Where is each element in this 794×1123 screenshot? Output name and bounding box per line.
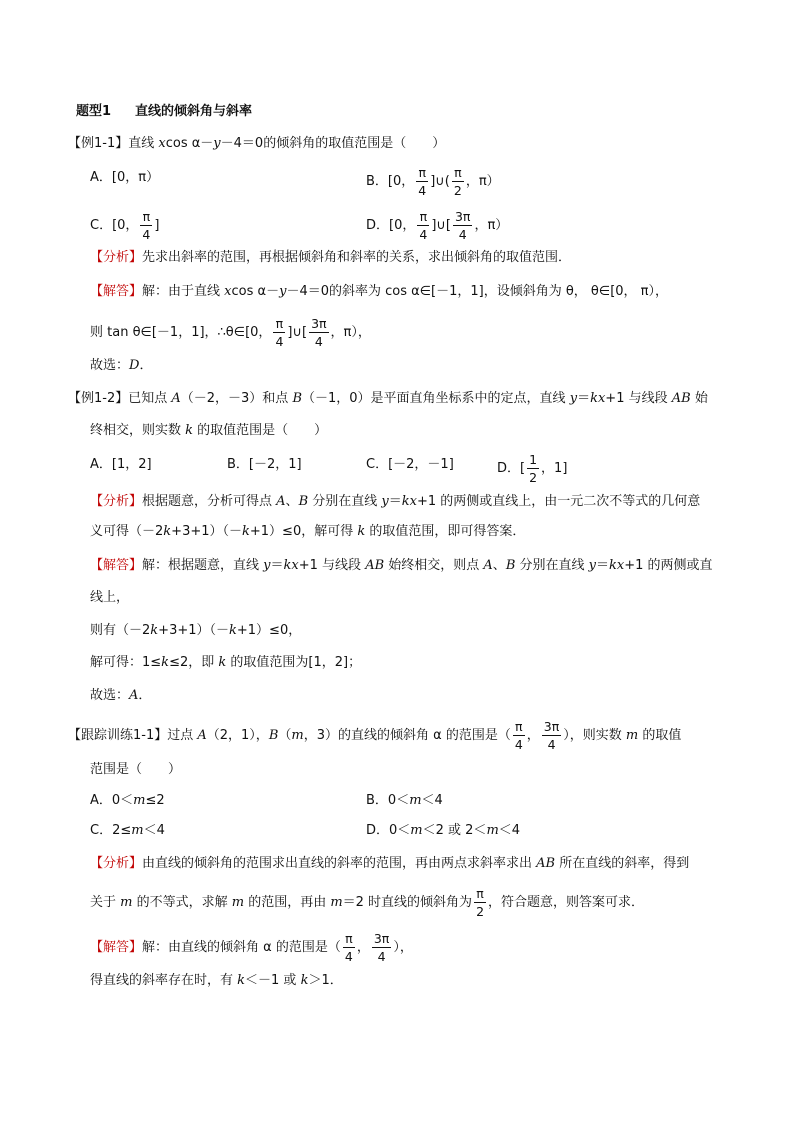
ex1-answer: 故选：D． bbox=[90, 358, 153, 373]
ex3-option-b: B．0＜m＜4 bbox=[366, 793, 443, 808]
ex1-option-c: C．[0， $\frac{\pi}{4}$ ] bbox=[90, 209, 160, 242]
ex2-analysis-line2: 义可得（－2k+3+1）（－k+1）≤0，解可得 k 的取值范围，即可得答案． bbox=[90, 524, 526, 539]
ex2-option-c: C．[－2，－1] bbox=[366, 457, 454, 472]
fraction: $\frac{\pi}{4}$ bbox=[275, 316, 284, 349]
heading-title: 直线的倾斜角与斜率 bbox=[135, 104, 253, 119]
fraction: $\frac{\pi}{4}$ bbox=[418, 165, 427, 198]
ex2-option-d: D．[ $\frac{1}{2}$ ，1] bbox=[497, 452, 568, 485]
fraction: $\frac{3\pi}{4}$ bbox=[373, 931, 390, 964]
ex2-question-line2: 终相交，则实数 k 的取值范围是（ ） bbox=[90, 423, 328, 438]
fraction: $\frac{\pi}{4}$ bbox=[419, 209, 428, 242]
ex2-solution-line1: 【解答】解：根据题意，直线 y＝kx+1 与线段 AB 始终相交，则点 A、B 分别在直线 y＝kx+1 的两侧或直 bbox=[90, 558, 713, 573]
fraction: $\frac{3\pi}{4}$ bbox=[454, 209, 471, 242]
ex2-answer: 故选：A． bbox=[90, 688, 152, 703]
fraction: $\frac{\pi}{2}$ bbox=[476, 886, 485, 919]
ex3-option-d: D．0＜m＜2 或 2＜m＜4 bbox=[366, 823, 521, 838]
fraction: $\frac{3\pi}{4}$ bbox=[311, 316, 327, 349]
ex3-solution-line1: 【解答】解：由直线的倾斜角 α 的范围是（ $\frac{\pi}{4}$ ， $\frac{3\pi}{4}$ ）， bbox=[90, 931, 413, 964]
ex1-question: 【例1-1】直线 xcos α－y－4＝0的倾斜角的取值范围是（ ） bbox=[68, 136, 446, 151]
ex2-solution-line4: 解可得：1≤k≤2，即 k 的取值范围为[1，2]； bbox=[90, 655, 362, 670]
ex3-solution-line2: 得直线的斜率存在时，有 k＜－1 或 k＞1． bbox=[90, 973, 343, 988]
ex1-tag: 【例1-1】 bbox=[68, 136, 129, 151]
ex2-analysis-line1: 【分析】根据题意，分析可得点 A、B 分别在直线 y＝kx+1 的两侧或直线上，由一元二次不等式的几何意 bbox=[90, 494, 701, 509]
ex1-option-a: A．[0，π） bbox=[90, 170, 160, 185]
ex2-question-line1: 【例1-2】已知点 A（－2，－3）和点 B（－1，0）是平面直角坐标系中的定点，直线 y＝kx+1 与线段 AB 始 bbox=[68, 391, 708, 406]
ex3-question-line2: 范围是（ ） bbox=[90, 762, 182, 777]
ex1-analysis: 【分析】先求出斜率的范围，再根据倾斜角和斜率的关系，求出倾斜角的取值范围． bbox=[90, 250, 572, 265]
ex2-option-b: B．[－2，1] bbox=[227, 457, 302, 472]
ex2-option-a: A．[1，2] bbox=[90, 457, 152, 472]
ex3-analysis-line1: 【分析】由直线的倾斜角的范围求出直线的斜率的范围，再由两点求斜率求出 AB 所在直线的斜率，得到 bbox=[90, 856, 690, 871]
ex2-solution-line2: 线上， bbox=[90, 590, 130, 605]
fraction: $\frac{\pi}{4}$ bbox=[344, 931, 353, 964]
ex1-solution-line1: 【解答】解：由于直线 xcos α－y－4＝0的斜率为 cos α∈[－1，1]，设倾斜角为 θ， θ∈[0， π）， bbox=[90, 284, 668, 299]
ex3-option-c: C．2≤m＜4 bbox=[90, 823, 165, 838]
ex1-solution-line2: 则 tan θ∈[－1，1]，∴θ∈[0， $\frac{\pi}{4}$ ]∪[ $\frac{3\pi}{4}$ ，π）， bbox=[90, 316, 371, 349]
ex1-option-d: D．[0， $\frac{\pi}{4}$ ]∪[ $\frac{3\pi}{4}$ ，π） bbox=[366, 209, 509, 242]
ex3-question-line1: 【跟踪训练1-1】过点 A（2，1），B（m，3）的直线的倾斜角 α 的范围是（ $\frac{\pi}{4}$ ， $\frac{3\pi}{4}$ ），则实数 m 的取值 bbox=[68, 719, 682, 752]
heading-label: 题型1 bbox=[76, 104, 112, 119]
ex2-tag: 【例1-2】 bbox=[68, 391, 129, 406]
fraction: $\frac{\pi}{4}$ bbox=[142, 209, 151, 242]
ex1-option-b: B．[0， $\frac{\pi}{4}$ ]∪( $\frac{\pi}{2}$ ，π） bbox=[366, 165, 500, 198]
fraction: $\frac{\pi}{4}$ bbox=[514, 719, 523, 752]
section-heading bbox=[76, 102, 252, 122]
ex2-solution-line3: 则有（－2k+3+1）（－k+1）≤0， bbox=[90, 623, 302, 638]
ex3-tag: 【跟踪训练1-1】 bbox=[68, 728, 168, 743]
ex3-analysis-line2: 关于 m 的不等式，求解 m 的范围，再由 m＝2 时直线的倾斜角为 $\frac{\pi}{2}$ ，符合题意，则答案可求． bbox=[90, 886, 645, 919]
ex3-option-a: A．0＜m≤2 bbox=[90, 793, 165, 808]
fraction: $\frac{1}{2}$ bbox=[529, 452, 538, 485]
fraction: $\frac{3\pi}{4}$ bbox=[543, 719, 560, 752]
fraction: $\frac{\pi}{2}$ bbox=[453, 165, 462, 198]
